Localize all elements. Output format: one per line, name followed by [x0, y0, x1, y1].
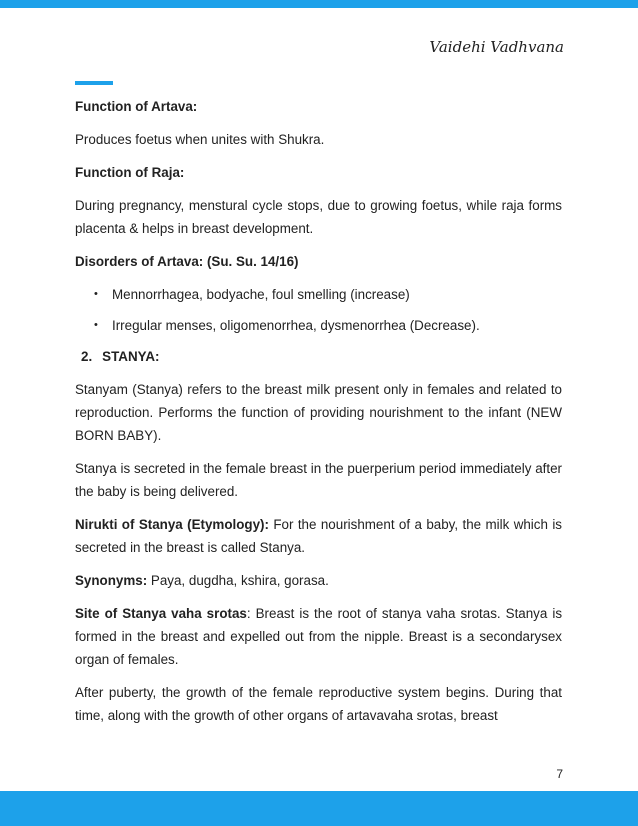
page-content: [75, 95, 562, 737]
nirukti-paragraph: [75, 513, 562, 559]
stanya-section-heading: [75, 345, 562, 368]
synonyms-label: Synonyms:: [75, 573, 148, 588]
list-item: [75, 283, 562, 306]
section-number: 2.: [81, 349, 93, 364]
raja-function-heading: Function of Raja:: [75, 165, 185, 180]
list-item-text: Mennorrhagea, bodyache, foul smelling (increase): [112, 287, 410, 302]
stanya-paragraph-1: Stanyam (Stanya) refers to the breast milk present only in females and related to reproduction. Performs the function of providing nourishment to the infant (NEW BORN BABY).: [75, 382, 562, 443]
artava-disorders-heading: Disorders of Artava: (Su. Su. 14/16): [75, 254, 299, 269]
author-name: Vaidehi Vadhvana: [429, 38, 564, 56]
artava-function-heading: Function of Artava:: [75, 99, 198, 114]
site-label: Site of Stanya vaha srotas: [75, 606, 247, 621]
bottom-accent-bar: [0, 791, 638, 826]
artava-function-text: Produces foetus when unites with Shukra.: [75, 132, 325, 147]
section-accent-line: [75, 81, 113, 85]
nirukti-text: For the nourishment of a baby, the milk which is secreted in the breast is called Stanya.: [75, 517, 562, 555]
section-title: STANYA:: [102, 349, 160, 364]
raja-function-text: During pregnancy, menstural cycle stops, due to growing foetus, while raja forms placenta & helps in breast development.: [75, 198, 562, 236]
artava-disorders-list: [75, 283, 562, 337]
puberty-paragraph: After puberty, the growth of the female reproductive system begins. During that time, along with the growth of other organs of artavavaha srotas, breast: [75, 685, 562, 723]
bullet-icon: •: [94, 288, 98, 300]
list-item-text: Irregular menses, oligomenorrhea, dysmenorrhea (Decrease).: [112, 318, 480, 333]
page-number: 7: [556, 767, 563, 781]
site-paragraph: [75, 602, 562, 671]
synonyms-paragraph: [75, 569, 562, 592]
bullet-icon: •: [94, 319, 98, 331]
list-item: [75, 314, 562, 337]
site-text: : Breast is the root of stanya vaha srotas. Stanya is formed in the breast and expelled out from the nipple. Breast is a secondarysex organ of females.: [75, 606, 563, 667]
top-accent-bar: [0, 0, 638, 8]
nirukti-label: Nirukti of Stanya (Etymology):: [75, 517, 269, 532]
synonyms-text: Paya, dugdha, kshira, gorasa.: [147, 573, 329, 588]
stanya-paragraph-2: Stanya is secreted in the female breast in the puerperium period immediately after the baby is being delivered.: [75, 461, 562, 499]
